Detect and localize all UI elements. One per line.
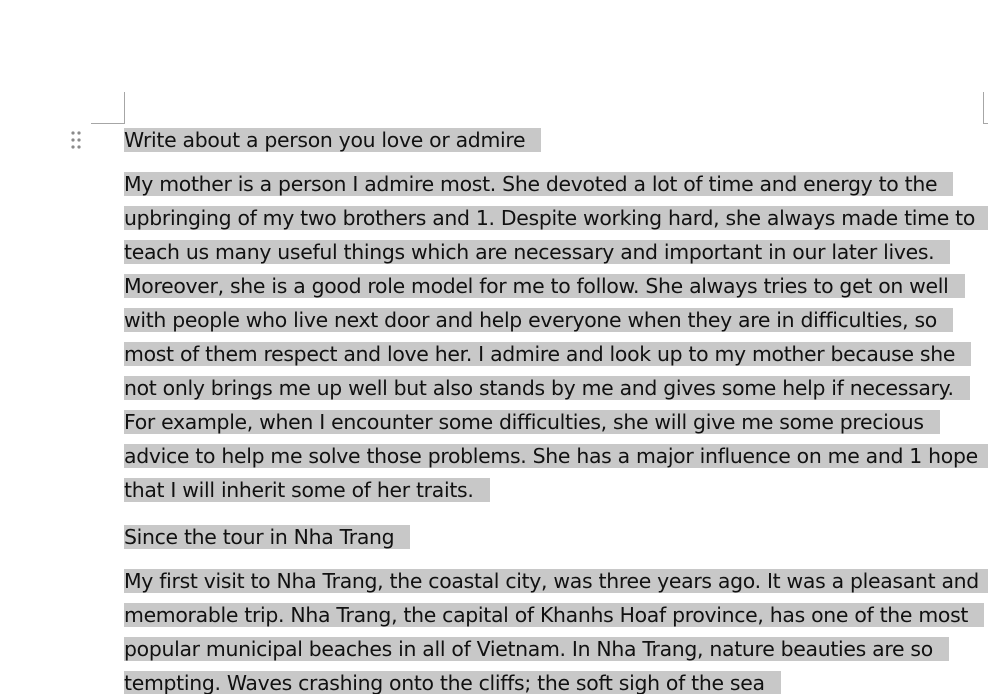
paragraph-body-2[interactable]	[124, 564, 988, 694]
paragraph-heading-1[interactable]	[124, 123, 988, 157]
paragraph-text: My first visit to Nha Trang, the coastal city, was three years ago. It was a pleasant and memorable trip. Nha Trang, the capital of Khanhs Hoaf province, has one of the most popular municipal beaches in all of Vietnam. In Nha Trang, nature beauties are so tempting. Waves crashing onto the cliffs; the soft sigh of the sea	[124, 569, 988, 694]
paragraph-body-1[interactable]	[124, 167, 988, 507]
document-body[interactable]	[124, 123, 988, 694]
margin-corner-top-left	[91, 92, 125, 124]
paragraph-text: My mother is a person I admire most. She devoted a lot of time and energy to the upbringing of my two brothers and 1. Despite working hard, she always made time to teach us many useful things which are necessary and important in our later lives. Moreover, she is a good role model for me to follow. She always tries to get on well with people who live next door and help everyone when they are in difficulties, so most of them respect and love her. I admire and look up to my mother because she not only brings me up well but also stands by me and gives some help if necessary. For example, when I encounter some difficulties, she will give me some precious advice to help me solve those problems. She has a major influence on me and 1 hope that I will inherit some of her traits.	[124, 172, 988, 502]
drag-handle-icon[interactable]	[70, 130, 82, 150]
paragraph-text: Write about a person you love or admire	[124, 128, 541, 152]
margin-corner-top-right	[983, 92, 988, 124]
paragraph-text: Since the tour in Nha Trang	[124, 525, 410, 549]
paragraph-heading-2[interactable]	[124, 520, 988, 554]
